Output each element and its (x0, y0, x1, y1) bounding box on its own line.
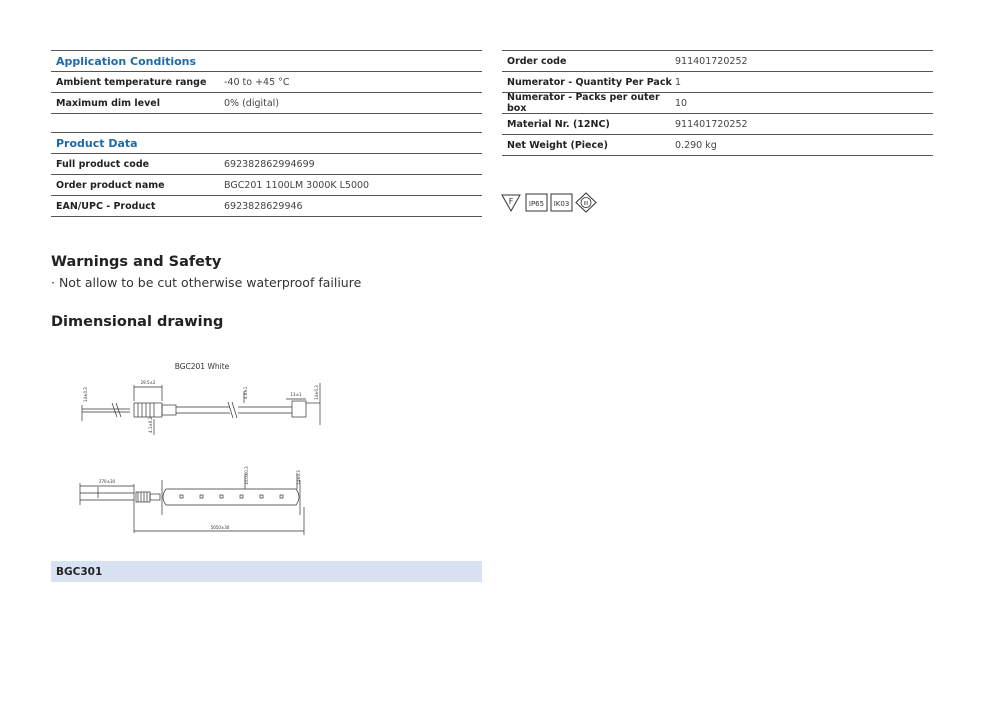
svg-text:5050±30: 5050±30 (210, 525, 230, 530)
table-row: EAN/UPC - Product 6923828629946 (51, 196, 482, 217)
table-row: Maximum dim level 0% (digital) (51, 93, 482, 114)
dimensional-title: Dimensional drawing (51, 314, 224, 330)
drawing-title: BGC201 White (174, 362, 230, 371)
svg-text:10.0±0.3: 10.0±0.3 (244, 466, 249, 485)
ik-rating-icon (551, 194, 572, 211)
dimensional-drawing (70, 355, 340, 540)
side-view (82, 383, 320, 435)
svg-text:14±0.3: 14±0.3 (314, 385, 319, 400)
table-row: Numerator - Packs per outer box 10 (502, 93, 933, 114)
svg-text:III: III (583, 201, 589, 207)
svg-text:4.1±0.2: 4.1±0.2 (148, 416, 153, 433)
svg-text:IP65: IP65 (528, 200, 545, 208)
svg-text:F: F (508, 197, 514, 206)
svg-text:IK03: IK03 (553, 200, 570, 208)
svg-text:4.6±1: 4.6±1 (243, 386, 248, 399)
table-row: Numerator - Quantity Per Pack 1 (502, 72, 933, 93)
safety-class-iii-icon (576, 193, 596, 212)
ip-rating-icon (526, 194, 547, 211)
certification-icons (500, 192, 600, 214)
logistics-table (502, 50, 933, 156)
table-row: Net Weight (Piece) 0.290 kg (502, 135, 933, 156)
application-conditions-heading: Application Conditions (51, 50, 482, 72)
svg-text:14±0.3: 14±0.3 (296, 470, 301, 485)
product-data-table (51, 132, 482, 217)
table-row: Full product code 692382862994699 (51, 154, 482, 175)
table-row: Order code 911401720252 (502, 51, 933, 72)
warnings-title: Warnings and Safety (51, 254, 222, 270)
warning-item: · Not allow to be cut otherwise waterproof failiure (51, 275, 362, 290)
svg-text:14±0.3: 14±0.3 (83, 387, 88, 402)
f-mark-icon (502, 195, 520, 211)
application-conditions-table (51, 50, 482, 114)
svg-text:13±1: 13±1 (290, 392, 302, 397)
product-data-heading: Product Data (51, 132, 482, 154)
table-row: Order product name BGC201 1100LM 3000K L5000 (51, 175, 482, 196)
section-bar-bgc301: BGC301 (51, 561, 482, 582)
table-row: Material Nr. (12NC) 911401720252 (502, 114, 933, 135)
svg-text:29.5±2: 29.5±2 (140, 380, 156, 385)
svg-text:270±30: 270±30 (98, 479, 116, 484)
table-row: Ambient temperature range -40 to +45 °C (51, 72, 482, 93)
